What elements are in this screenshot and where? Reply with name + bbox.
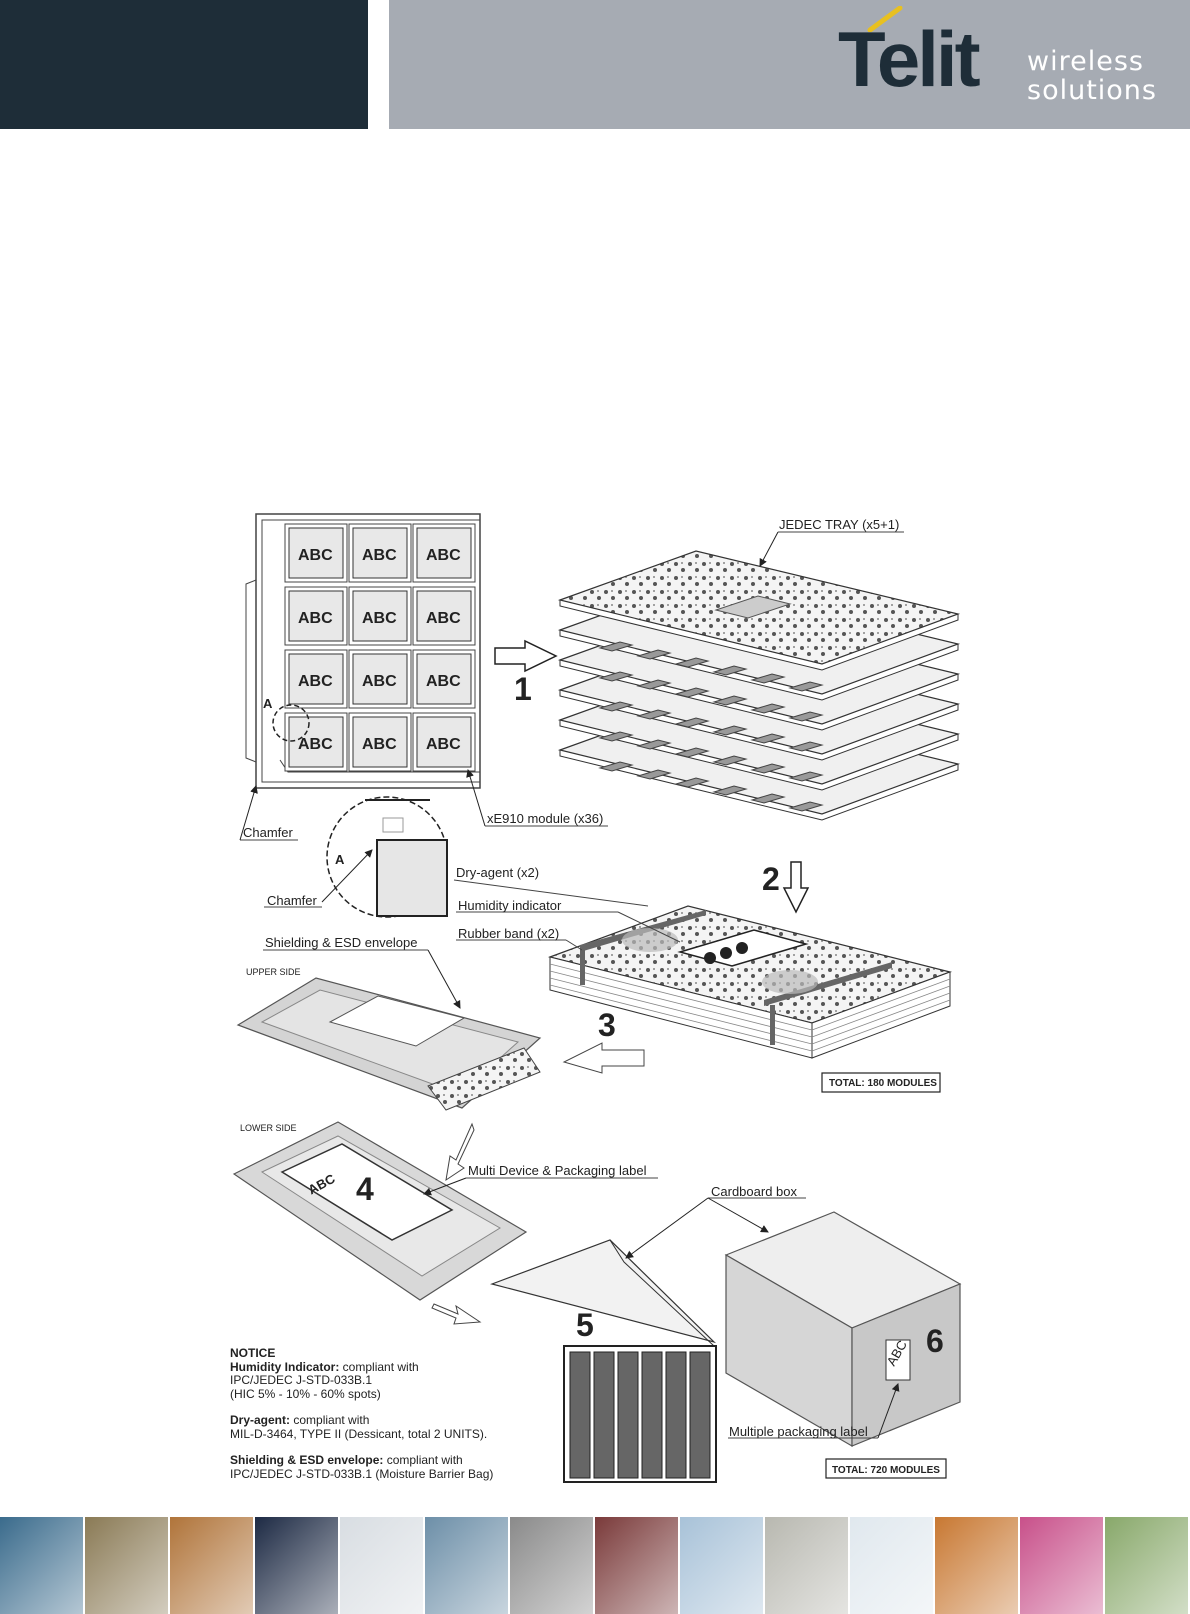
notice-shielding-bold: Shielding & ESD envelope: xyxy=(230,1453,384,1467)
notice-shielding xyxy=(230,1454,560,1481)
led-display-photo xyxy=(255,1517,340,1614)
cyclist-photo xyxy=(425,1517,510,1614)
tray-cell-label: ABC xyxy=(426,547,461,564)
chamfer-callout-2 xyxy=(264,893,322,908)
notice-humidity xyxy=(230,1361,560,1402)
tray-cell xyxy=(413,713,475,771)
envelope-label: Shielding & ESD envelope xyxy=(265,935,418,950)
jedec-tray-callout xyxy=(760,517,904,566)
step-3-arrow xyxy=(564,1007,644,1073)
module-label: xE910 module (x36) xyxy=(487,811,604,826)
step-1-arrow xyxy=(495,641,556,707)
chamfer-label-2: Chamfer xyxy=(267,893,317,908)
humidity-indicator-label: Humidity indicator xyxy=(458,898,562,913)
tray-cell-label: ABC xyxy=(426,673,461,690)
total-720-label: TOTAL: 720 MODULES xyxy=(832,1465,940,1476)
multi-device-label: Multi Device & Packaging label xyxy=(468,1163,647,1178)
upper-side-label: UPPER SIDE xyxy=(246,967,301,977)
envelope-lower-side xyxy=(234,1122,526,1300)
containers-photo xyxy=(170,1517,255,1614)
step-2-arrow xyxy=(762,861,808,912)
lower-side-label: LOWER SIDE xyxy=(240,1123,297,1133)
notice-humidity-bold: Humidity Indicator: xyxy=(230,1359,340,1374)
notice-title: NOTICE xyxy=(230,1346,276,1360)
closed-box-6 xyxy=(726,1212,960,1446)
vending-photo xyxy=(595,1517,680,1614)
chamfer-callout-1 xyxy=(240,786,298,840)
meter-photo xyxy=(765,1517,850,1614)
tray-cell xyxy=(349,713,411,771)
step-3-number: 3 xyxy=(598,1007,616,1043)
total-180-label: TOTAL: 180 MODULES xyxy=(829,1078,937,1089)
module-callout xyxy=(468,770,608,826)
tagline-line-1: wireless xyxy=(1027,46,1144,77)
rubber-band-label: Rubber band (x2) xyxy=(458,926,560,941)
notice-shielding-text: compliant with xyxy=(383,1453,463,1467)
tray-cell-label: ABC xyxy=(298,673,333,690)
sky-photo xyxy=(850,1517,935,1614)
footer-photo-strip xyxy=(0,1517,1190,1614)
tray-cell xyxy=(413,650,475,708)
camera-photo xyxy=(1105,1517,1190,1614)
notice-dry-agent-bold: Dry-agent: xyxy=(230,1413,291,1427)
tray-cell-label: ABC xyxy=(362,547,397,564)
notice-block xyxy=(230,1347,560,1494)
step-5-number: 5 xyxy=(576,1307,594,1343)
chamfer-label-1: Chamfer xyxy=(243,825,293,840)
tray-cell-label: ABC xyxy=(298,736,333,753)
notice-shielding-line2: IPC/JEDEC J-STD-033B.1 (Moisture Barrier Bag) xyxy=(230,1466,494,1481)
rubber-band-callout xyxy=(456,926,582,950)
multiple-packaging-label: Multiple packaging label xyxy=(729,1424,868,1439)
notice-humidity-line2: IPC/JEDEC J-STD-033B.1 xyxy=(230,1373,373,1387)
tray-cell-label: ABC xyxy=(298,610,333,627)
notice-dry-agent-line2: MIL-D-3464, TYPE II (Dessicant, total 2 UNITS). xyxy=(230,1426,488,1441)
telit-logo: Telit xyxy=(838,15,978,103)
envelope-upper-side xyxy=(238,967,540,1110)
tray-cell xyxy=(413,524,475,582)
phone-sign-photo xyxy=(85,1517,170,1614)
tray-cell xyxy=(285,587,347,645)
wind-turbines-photo xyxy=(680,1517,765,1614)
tray-cell xyxy=(349,524,411,582)
magenta-photo xyxy=(1020,1517,1105,1614)
detail-a-label: A xyxy=(263,696,273,711)
step-4-number: 4 xyxy=(356,1171,374,1207)
tagline-line-2: solutions xyxy=(1027,75,1157,106)
jedec-tray-label: JEDEC TRAY (x5+1) xyxy=(779,517,900,532)
tray-cell-label: ABC xyxy=(362,736,397,753)
tray-cell-label: ABC xyxy=(362,610,397,627)
box-6-abc: ABC xyxy=(883,1337,910,1369)
tray-cell-label: ABC xyxy=(298,547,333,564)
tablet-photo xyxy=(510,1517,595,1614)
tray-cell xyxy=(285,524,347,582)
total-720-box xyxy=(826,1459,946,1478)
step-2-number: 2 xyxy=(762,861,780,897)
total-180-box xyxy=(822,1073,940,1092)
traffic-photo xyxy=(0,1517,85,1614)
dry-agent-label: Dry-agent (x2) xyxy=(456,865,540,880)
tray-cell-label: ABC xyxy=(426,610,461,627)
notice-dry-agent xyxy=(230,1414,560,1441)
step-6-number: 6 xyxy=(926,1323,944,1359)
tray-cell xyxy=(349,650,411,708)
tray-cell xyxy=(349,587,411,645)
jedec-tray-stack xyxy=(560,551,958,820)
tray-cell-label: ABC xyxy=(362,673,397,690)
detail-a-enlarged-label: A xyxy=(335,852,345,867)
tray-cell xyxy=(285,650,347,708)
detail-a-enlarged xyxy=(322,797,447,917)
notice-dry-agent-text: compliant with xyxy=(290,1413,370,1427)
lower-side-abc: ABC xyxy=(305,1170,338,1198)
tray-cell xyxy=(285,713,347,771)
notice-humidity-text: compliant with xyxy=(339,1359,419,1374)
step-1-number: 1 xyxy=(514,671,532,707)
lights-photo xyxy=(935,1517,1020,1614)
tray-cell-label: ABC xyxy=(426,736,461,753)
tray-cell xyxy=(413,587,475,645)
keyboard-photo xyxy=(340,1517,425,1614)
notice-humidity-line3: (HIC 5% - 10% - 60% spots) xyxy=(230,1386,381,1401)
cardboard-box-label: Cardboard box xyxy=(711,1184,797,1199)
